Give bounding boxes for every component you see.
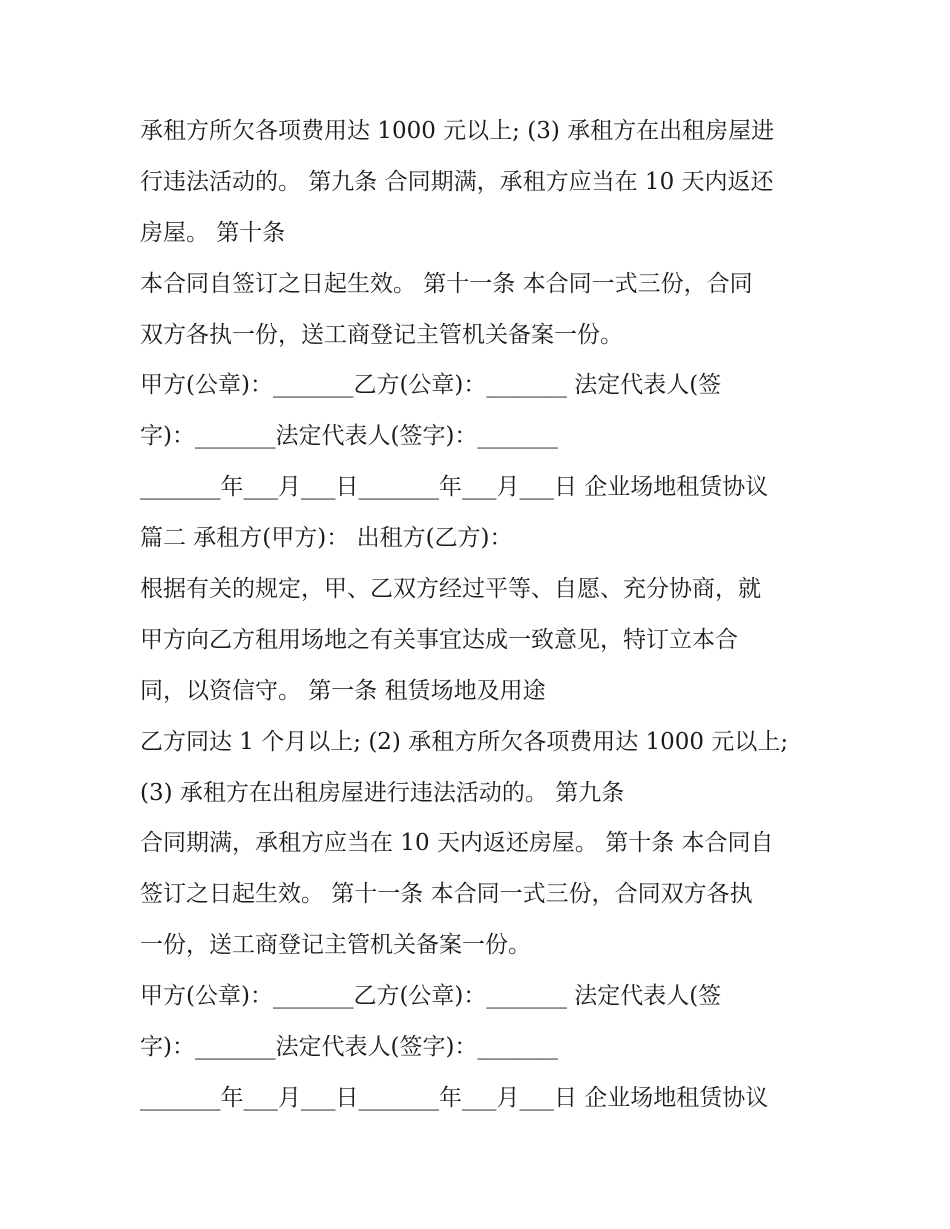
- text-line: 同，以资信守。 第一条 租赁场地及用途: [140, 677, 546, 704]
- text-line: 甲方向乙方租用场地之有关事宜达成一致意见，特订立本合: [140, 626, 738, 653]
- text-line: (3) 承租方在出租房屋进行违法活动的。 第九条: [140, 779, 625, 806]
- text-line: 双方各执一份，送工商登记主管机关备案一份。: [140, 321, 623, 348]
- signature-line: 字)：_______法定代表人(签字)：_______: [140, 1034, 558, 1061]
- text-line: 一份，送工商登记主管机关备案一份。: [140, 932, 531, 959]
- text-line: 行违法活动的。 第九条 合同期满，承租方应当在 10 天内返还: [140, 168, 774, 195]
- text-line: 承租方所欠各项费用达 1000 元以上; (3) 承租方在出租房屋进: [140, 118, 775, 144]
- text-line: 合同期满，承租方应当在 10 天内返还房屋。 第十条 本合同自: [140, 830, 774, 857]
- text-line: 签订之日起生效。 第十一条 本合同一式三份，合同双方各执: [140, 881, 753, 908]
- text-line: 房屋。 第十条: [140, 219, 286, 246]
- section-heading-line: 篇二 承租方(甲方)： 出租方(乙方)：: [140, 525, 513, 552]
- signature-line: 甲方(公章)：_______乙方(公章)：_______ 法定代表人(签: [140, 372, 722, 399]
- text-line: 本合同自签订之日起生效。 第十一条 本合同一式三份，合同: [140, 270, 753, 297]
- text-line: 乙方同达 1 个月以上; (2) 承租方所欠各项费用达 1000 元以上;: [140, 728, 789, 755]
- date-line: _______年___月___日_______年___月___日 企业场地租赁协议: [140, 1084, 769, 1111]
- signature-line: 甲方(公章)：_______乙方(公章)：_______ 法定代表人(签: [140, 983, 722, 1010]
- text-line: 根据有关的规定，甲、乙双方经过平等、自愿、充分协商，就: [140, 576, 761, 603]
- signature-line: 字)：_______法定代表人(签字)：_______: [140, 423, 558, 450]
- document-body: [140, 106, 820, 1124]
- date-line: _______年___月___日_______年___月___日 企业场地租赁协议: [140, 474, 769, 501]
